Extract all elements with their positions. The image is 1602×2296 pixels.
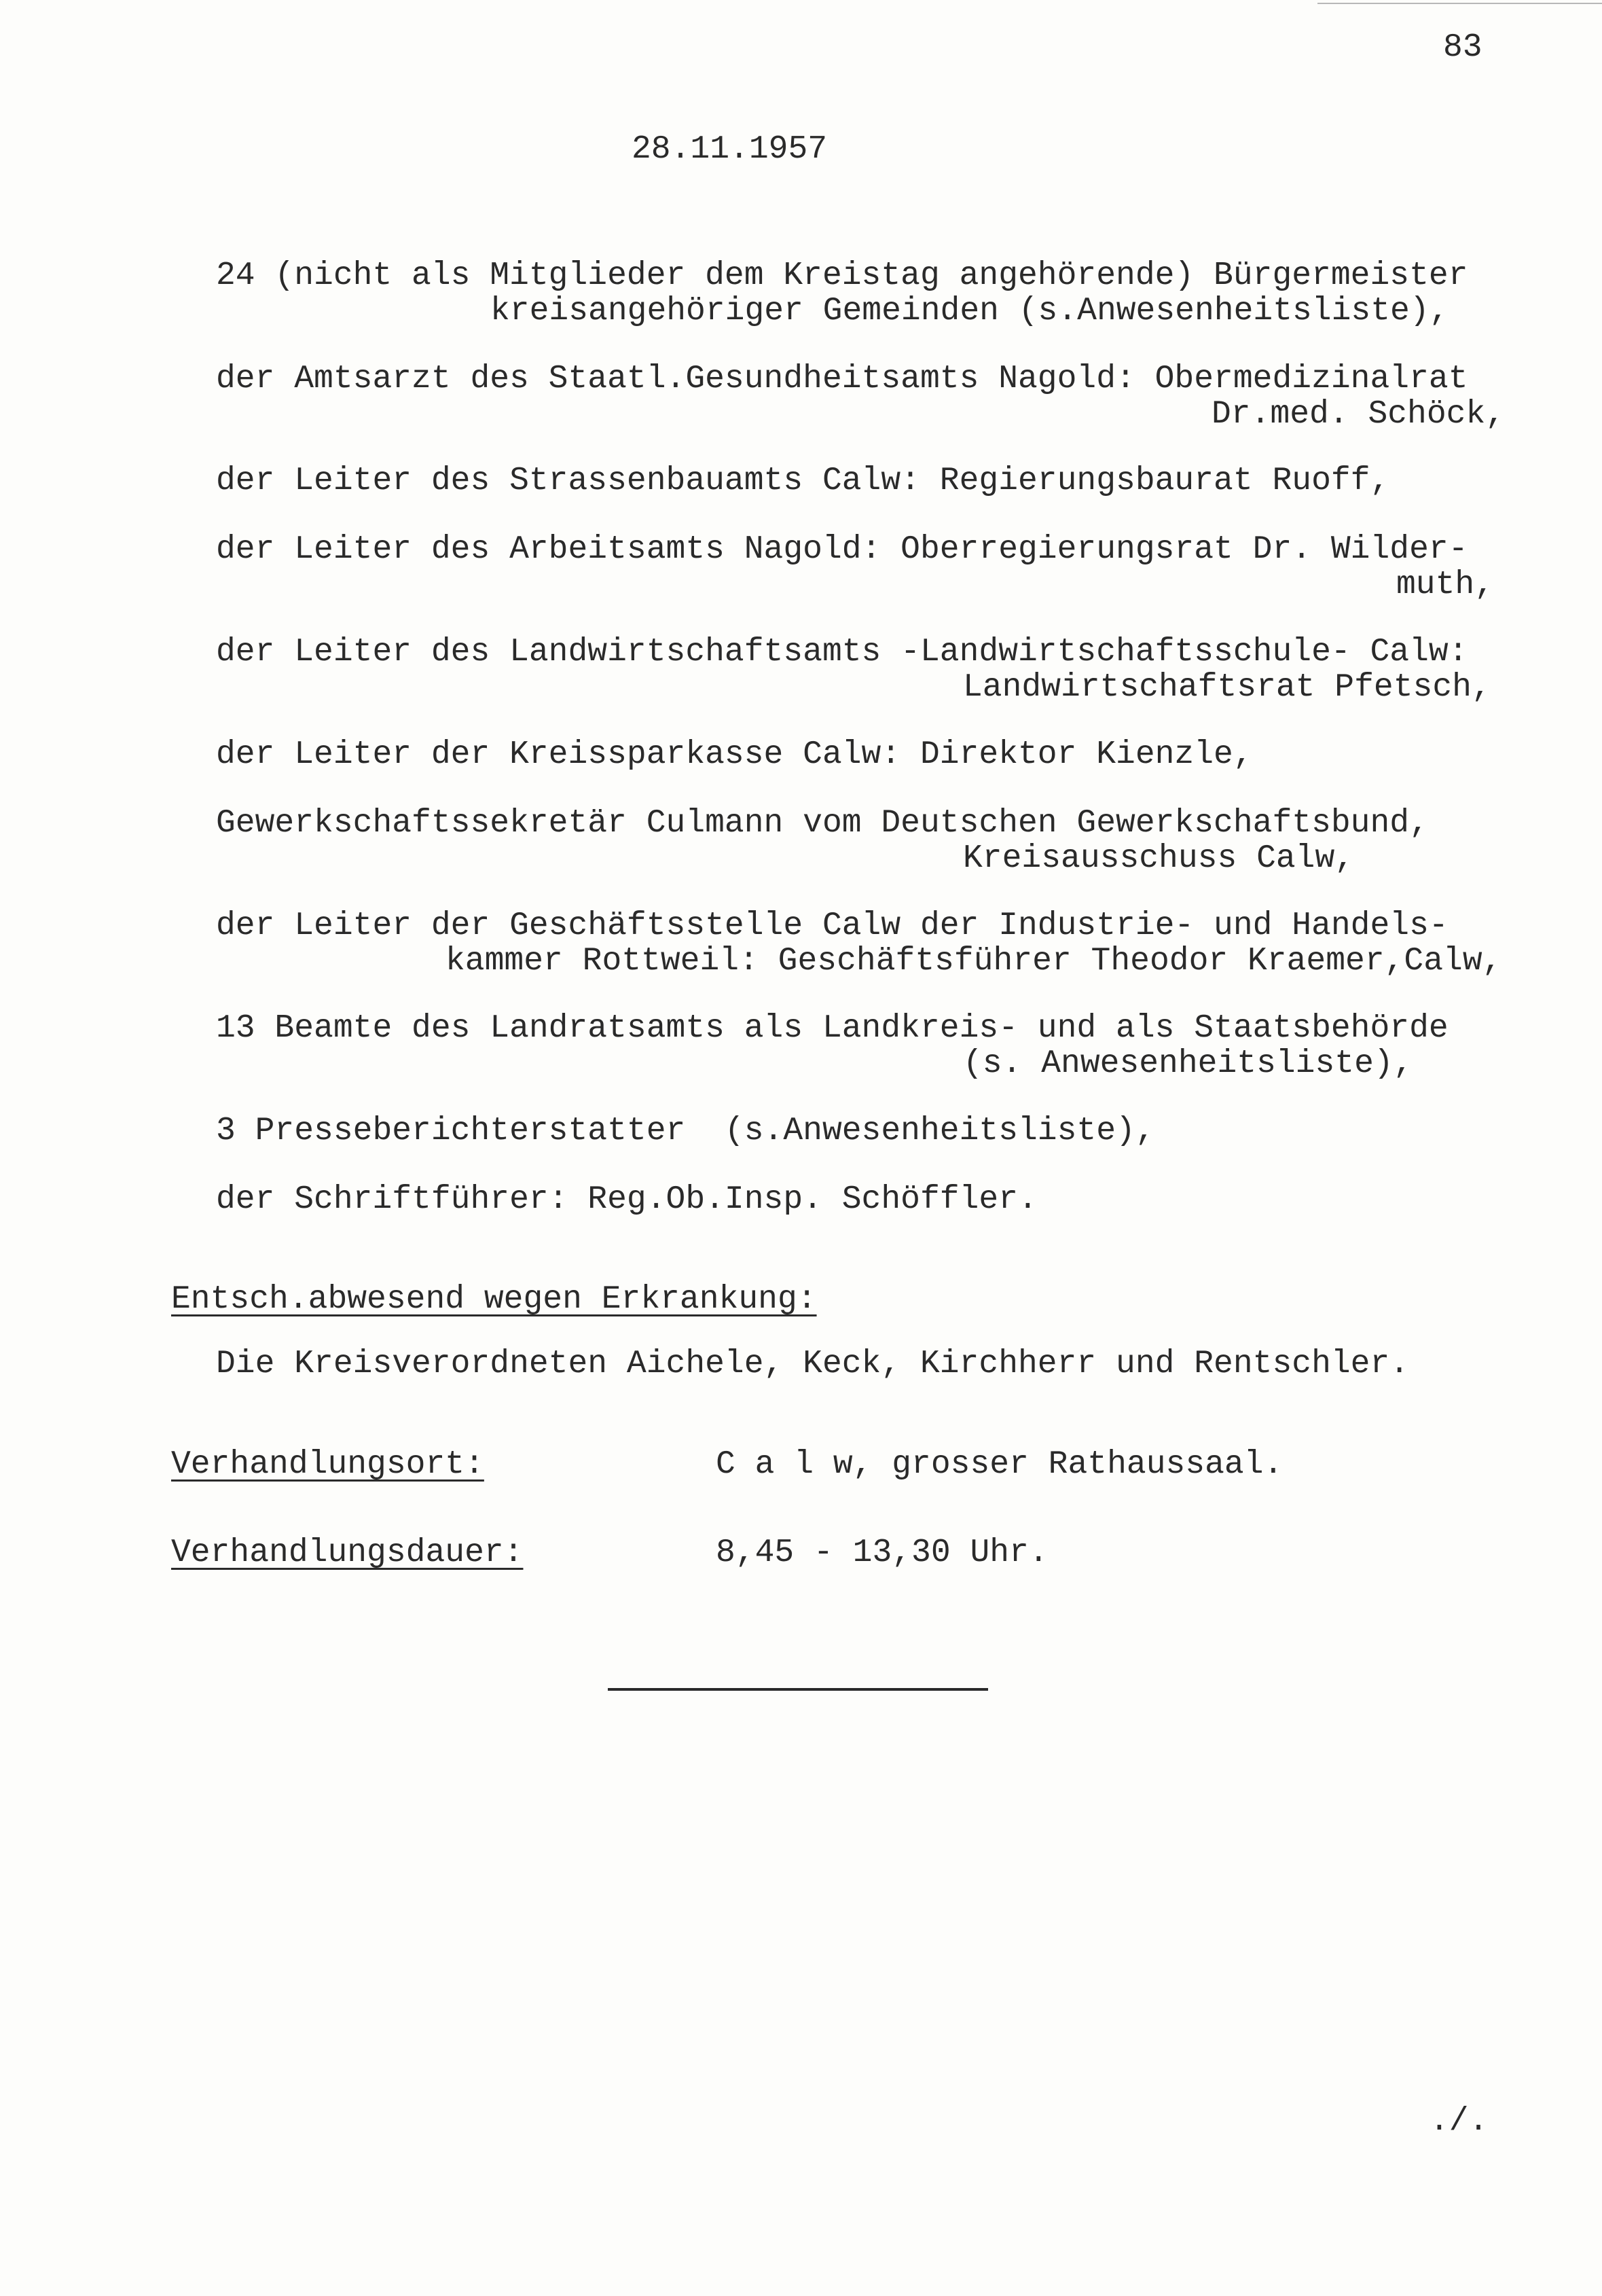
attendee-1-line-2: kreisangehöriger Gemeinden (s.Anwesenheitsliste),: [490, 293, 1449, 329]
attendee-3-line-1: der Leiter des Strassenbauamts Calw: Regierungsbaurat Ruoff,: [216, 463, 1390, 499]
document-date: 28.11.1957: [632, 131, 828, 168]
duration-value: 8,45 - 13,30 Uhr.: [716, 1535, 1049, 1571]
attendee-7-line-2: Kreisausschuss Calw,: [963, 840, 1355, 877]
attendee-5-line-2: Landwirtschaftsrat Pfetsch,: [963, 669, 1491, 706]
attendee-2-line-1: der Amtsarzt des Staatl.Gesundheitsamts Nagold: Obermedizinalrat: [216, 361, 1468, 397]
continuation-mark: ./.: [1430, 2103, 1489, 2140]
attendee-11-line-1: der Schriftführer: Reg.Ob.Insp. Schöffler.: [216, 1181, 1038, 1218]
attendee-4-line-2: muth,: [1396, 567, 1495, 603]
location-label: Verhandlungsort:: [171, 1446, 484, 1483]
top-edge-line: [1317, 3, 1602, 4]
attendee-4-line-1: der Leiter des Arbeitsamts Nagold: Oberregierungsrat Dr. Wilder-: [216, 531, 1468, 568]
attendee-6-line-1: der Leiter der Kreissparkasse Calw: Direktor Kienzle,: [216, 736, 1253, 773]
attendee-7-line-1: Gewerkschaftssekretär Culmann vom Deutschen Gewerkschaftsbund,: [216, 805, 1429, 842]
attendee-10-line-1: 3 Presseberichterstatter (s.Anwesenheitsliste),: [216, 1113, 1155, 1149]
attendee-8-line-1: der Leiter der Geschäftsstelle Calw der Industrie- und Handels-: [216, 908, 1449, 944]
absent-text: Die Kreisverordneten Aichele, Keck, Kirchherr und Rentschler.: [216, 1346, 1410, 1382]
location-value: C a l w, grosser Rathaussaal.: [716, 1446, 1284, 1483]
attendee-2-line-2: Dr.med. Schöck,: [1212, 396, 1506, 433]
attendee-8-line-2: kammer Rottweil: Geschäftsführer Theodor Kraemer,Calw,: [445, 943, 1502, 980]
absent-heading: Entsch.abwesend wegen Erkrankung:: [171, 1281, 817, 1318]
page-number: 83: [1443, 29, 1482, 66]
attendee-9-line-1: 13 Beamte des Landratsamts als Landkreis- und als Staatsbehörde: [216, 1010, 1449, 1047]
duration-label: Verhandlungsdauer:: [171, 1535, 524, 1571]
attendee-9-line-2: (s. Anwesenheitsliste),: [963, 1045, 1413, 1082]
attendee-5-line-1: der Leiter des Landwirtschaftsamts -Landwirtschaftsschule- Calw:: [216, 634, 1468, 670]
closing-rule: [608, 1688, 988, 1691]
attendee-1-line-1: 24 (nicht als Mitglieder dem Kreistag angehörende) Bürgermeister: [216, 257, 1468, 294]
